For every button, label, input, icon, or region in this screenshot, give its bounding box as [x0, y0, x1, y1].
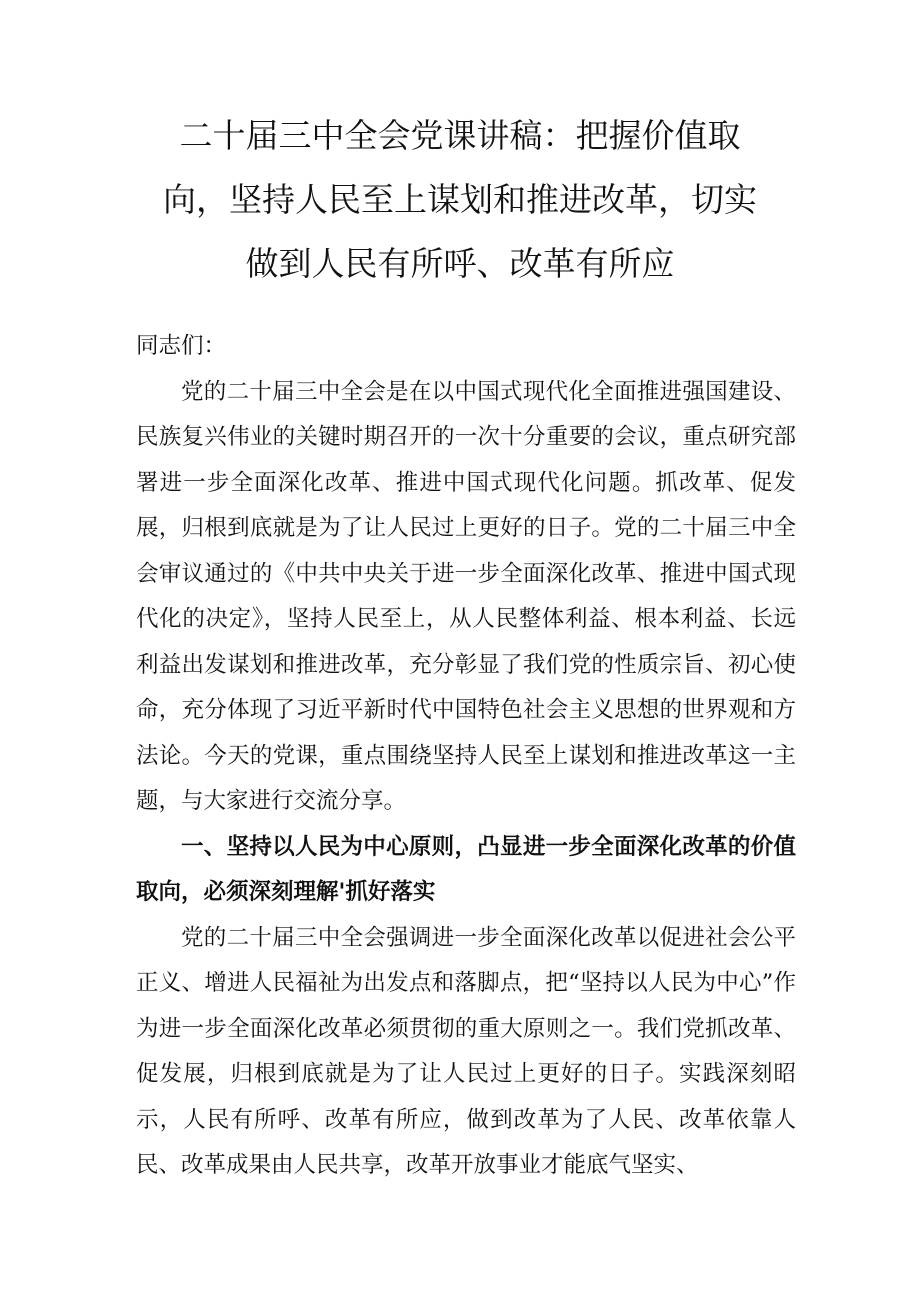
salutation: 同志们：	[136, 333, 227, 359]
title-line-1: 二十届三中全会党课讲稿：把握价值取	[179, 116, 741, 155]
section-heading-1: 一、坚持以人民为中心原则，凸显进一步全面深化改革的价值取向，必须深刻理解'抓好落实	[136, 833, 796, 905]
title-line-2: 向，坚持人民至上谋划和推进改革，切实	[163, 180, 757, 219]
paragraph-section-1: 党的二十届三中全会强调进一步全面深化改革以促进社会公平正义、增进人民福祉为出发点和落脚点，把“坚持以人民为中心”作为进一步全面深化改革必须贯彻的重大原则之一。我们党抓改革、促发展，归根到底就是为了让人民过上更好的日子。实践深刻昭示，人民有所呼、改革有所应，做到改革为了人民、改革依靠人民、改革成果由人民共享，改革开放事业才能底气坚实、	[136, 924, 796, 1178]
document-body	[136, 324, 796, 1189]
paragraph-intro: 党的二十届三中全会是在以中国式现代化全面推进强国建设、民族复兴伟业的关键时期召开的一次十分重要的会议，重点研究部署进一步全面深化改革、推进中国式现代化问题。抓改革、促发展，归根到底就是为了让人民过上更好的日子。党的二十届三中全会审议通过的《中共中央关于进一步全面深化改革、推进中国式现代化的决定》，坚持人民至上，从人民整体利益、根本利益、长远利益出发谋划和推进改革，充分彰显了我们党的性质宗旨、初心使命，充分体现了习近平新时代中国特色社会主义思想的世界观和方法论。今天的党课，重点围绕坚持人民至上谋划和推进改革这一主题，与大家进行交流分享。	[136, 378, 796, 814]
document-title	[120, 104, 800, 296]
title-line-3: 做到人民有所呼、改革有所应	[245, 244, 675, 283]
